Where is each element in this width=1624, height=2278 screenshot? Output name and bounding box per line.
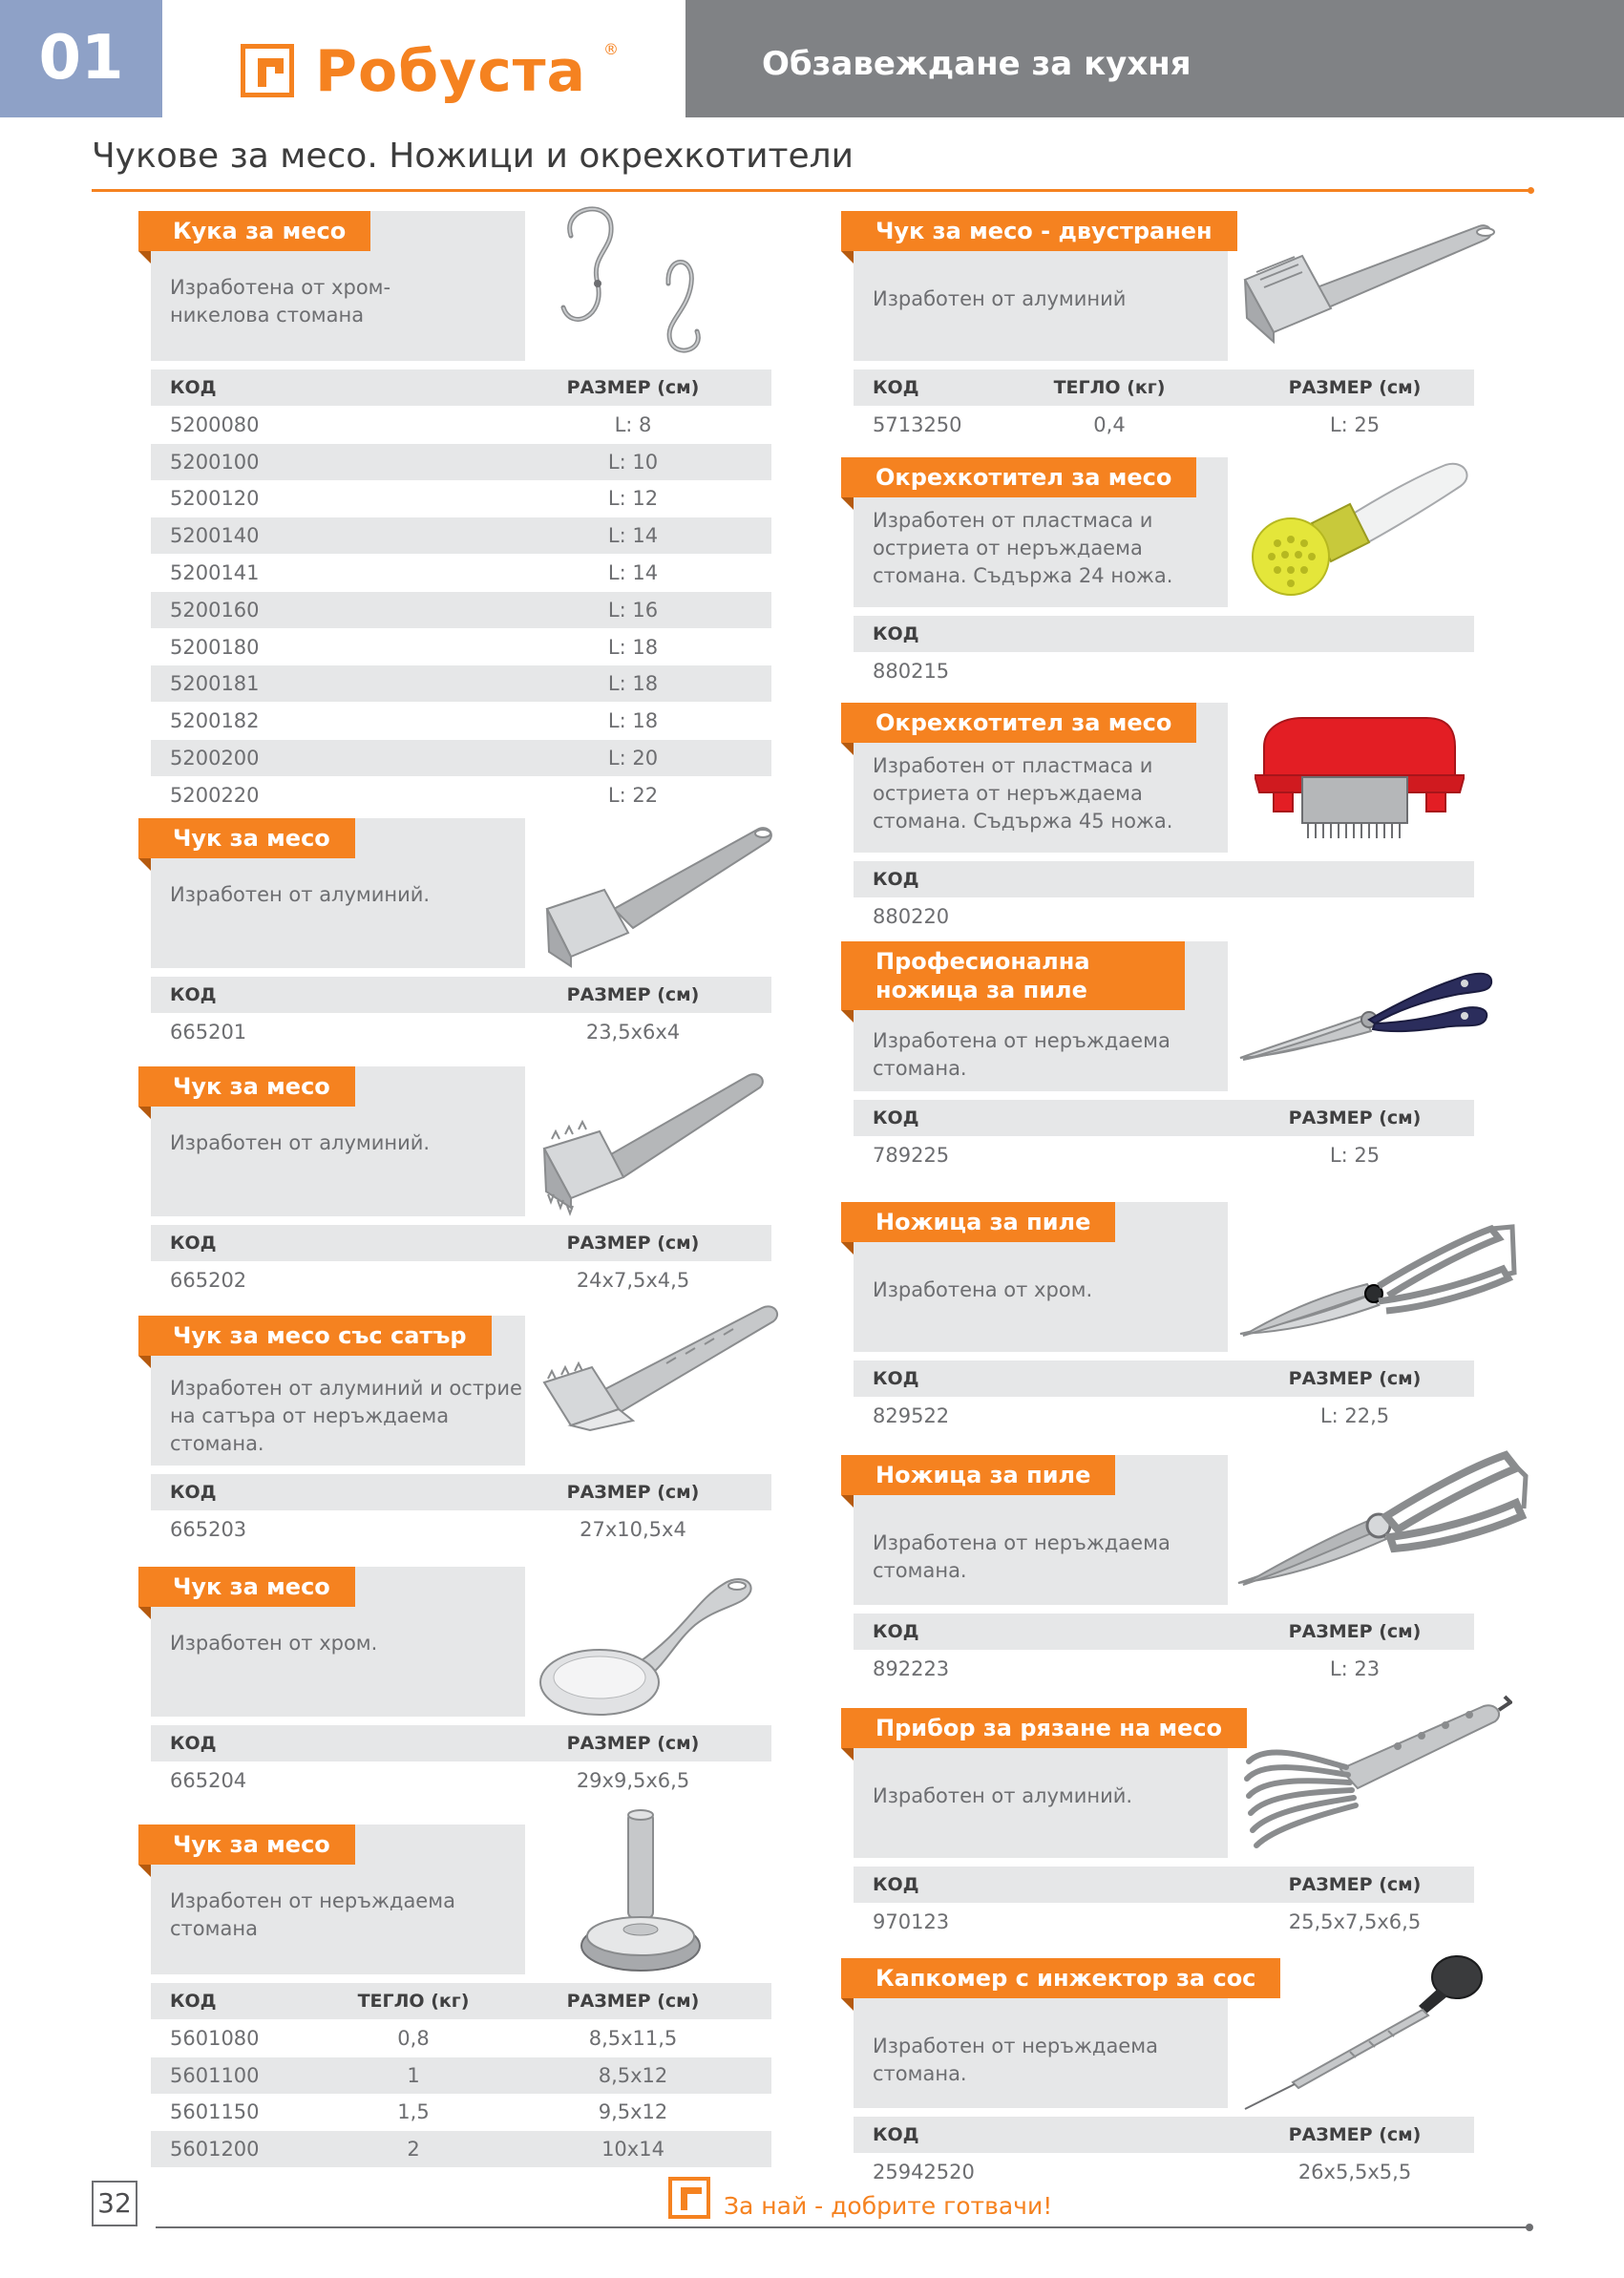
product-title: Капкомер с инжектор за сос [841,1958,1280,1998]
col-size-header: РАЗМЕР (см) [1288,1107,1422,1128]
cell-code: 5601100 [170,2063,260,2087]
product-description: Изработена от неръждаема стомана. [873,1029,1171,1080]
brand-mark-icon [241,44,294,97]
product-title: Окрехкотител за месо [841,703,1196,743]
table-header-row [854,861,1474,897]
col-code-header: КОД [170,1991,217,2012]
table-row [151,1511,771,1548]
col-code-header: КОД [170,984,217,1005]
cell-size: L: 16 [607,598,659,622]
product-description: Изработен от алуминий. [170,1131,431,1154]
table-header-row [151,1225,771,1261]
col-weight-header: ТЕГЛО (кг) [1053,377,1166,398]
product-description: Изработен от алуминий и острие на сатъра от неръждаема стомана. [170,1377,522,1455]
cell-code: 5200220 [170,783,260,807]
col-size-header: РАЗМЕР (см) [566,1733,700,1754]
table-row [151,444,771,480]
cell-code: 880220 [873,904,950,928]
table-row [151,480,771,517]
product-info-panel [151,818,525,968]
cell-code: 789225 [873,1143,950,1167]
product-description: Изработен от алуминий. [873,1784,1133,1807]
table-row [854,1398,1474,1434]
table-header-row [151,369,771,406]
product-title: Чук за месо със сатър [138,1316,492,1356]
table-header-row [854,369,1474,406]
table-row [151,2094,771,2130]
table-header-row [151,1474,771,1510]
product-info-panel [854,1708,1228,1858]
cell-size: 25,5x7,5x6,5 [1288,1909,1422,1933]
cell-weight: 0,8 [397,2026,430,2050]
blade-tenderizer-icon [1255,708,1465,852]
product-card [854,703,1474,937]
table-row [854,653,1474,689]
header-band [685,0,1624,117]
cell-size: 8,5x12 [598,2063,668,2087]
col-code-header: КОД [873,1621,919,1642]
product-info-panel [151,1316,525,1466]
cell-code: 665204 [170,1768,247,1792]
cell-size: 29x9,5x6,5 [576,1768,690,1792]
mallet-cleaver-icon [533,1287,791,1459]
product-description: Изработен от неръждаема стомана [170,1889,455,1940]
table-row [151,1014,771,1050]
col-size-header: РАЗМЕР (см) [566,984,700,1005]
meat-tenderizer-icon [1245,452,1474,614]
product-info-panel [151,1825,525,1974]
table-header-row [151,1725,771,1761]
table-row [151,2057,771,2094]
col-code-header: КОД [873,1874,919,1895]
table-row [854,407,1474,443]
product-title: Чук за месо - двустранен [841,211,1237,251]
table-row [854,1137,1474,1173]
table-header-row [854,2117,1474,2153]
product-info-panel [151,1567,525,1717]
product-info-panel [854,1202,1228,1352]
product-card [151,818,771,1057]
title-divider [92,189,1533,192]
cell-code: 5200120 [170,487,260,511]
table-header-row [854,616,1474,652]
title-divider-dot [1528,187,1534,194]
meat-slicer-icon [1235,1693,1512,1855]
table-row [151,2020,771,2057]
product-info-panel [854,703,1228,853]
registered-mark-icon: ® [603,40,619,58]
cell-size: L: 18 [607,709,659,733]
table-row [151,740,771,776]
product-description: Изработена от неръждаема стомана. [873,1531,1171,1582]
cell-code: 5601080 [170,2026,260,2050]
cell-weight: 2 [407,2138,420,2162]
product-card [854,211,1474,445]
col-code-header: КОД [873,1107,919,1128]
product-title: Чук за месо [138,818,355,858]
cell-size: 26x5,5x5,5 [1297,2160,1412,2183]
product-info-panel [151,211,525,361]
double-mallet-icon [1235,213,1503,356]
col-code-header: КОД [873,377,919,398]
cell-code: 5200080 [170,412,260,436]
product-description: Изработена от хром. [873,1278,1093,1301]
product-description: Изработен от алуминий [873,287,1127,310]
table-row [151,407,771,443]
col-size-header: РАЗМЕР (см) [1288,2124,1422,2145]
table-row [151,665,771,702]
meat-mallet-icon [538,809,786,971]
table-row [151,592,771,628]
cell-size: L: 14 [607,561,659,584]
product-title: Чук за месо [138,1066,355,1107]
cell-code: 5200181 [170,672,260,696]
product-title: Прибор за рязане на месо [841,1708,1247,1748]
product-description: Изработен от алуминий. [170,883,431,906]
table-row [151,1762,771,1799]
product-title: Ножица за пиле [841,1202,1115,1242]
poultry-shears-icon [1235,1219,1522,1343]
cell-size: L: 8 [614,412,652,436]
table-row [151,555,771,591]
cell-code: 25942520 [873,2160,975,2183]
table-row [854,2154,1474,2190]
cell-size: L: 25 [1329,1143,1381,1167]
cell-size: L: 18 [607,635,659,659]
cell-code: 5200140 [170,524,260,548]
cell-code: 880215 [873,659,950,683]
category-title: Обзавеждане за кухня [762,45,1192,83]
col-size-header: РАЗМЕР (см) [566,1482,700,1503]
product-info-panel [151,1066,525,1216]
product-title: Кука за месо [138,211,370,251]
section-number: 01 [0,0,162,117]
product-card [151,211,771,827]
table-header-row [854,1614,1474,1650]
cell-size: L: 25 [1329,412,1381,436]
table-header-row [854,1360,1474,1397]
col-code-header: КОД [170,377,217,398]
product-info-panel [854,1958,1256,2108]
cell-size: L: 23 [1329,1656,1381,1680]
table-row [151,629,771,665]
cell-size: L: 10 [607,450,659,474]
product-info-panel [854,211,1228,361]
product-title: Окрехкотител за месо [841,457,1196,497]
cell-size: 9,5x12 [598,2100,668,2124]
col-weight-header: ТЕГЛО (кг) [357,1991,470,2012]
col-size-header: РАЗМЕР (см) [1288,1621,1422,1642]
meat-press-icon [571,1807,714,1979]
product-card [151,1066,771,1305]
cell-size: L: 22 [607,783,659,807]
table-row [854,898,1474,935]
col-size-header: РАЗМЕР (см) [566,1991,700,2012]
table-header-row [151,1983,771,2019]
cell-size: 8,5x11,5 [588,2026,678,2050]
cell-weight: 1 [407,2063,420,2087]
product-title: Чук за месо [138,1825,355,1865]
cell-code: 970123 [873,1909,950,1933]
meat-hook-icon [552,198,743,360]
brand-name: Робуста [315,38,587,105]
cell-size: 10x14 [601,2138,664,2162]
col-code-header: КОД [873,869,919,890]
product-description: Изработен от пластмаса и остриета от неръждаема стомана. Съдържа 24 ножа. [873,509,1173,587]
product-info-panel [854,1455,1228,1605]
col-code-header: КОД [873,2124,919,2145]
col-size-header: РАЗМЕР (см) [566,377,700,398]
product-card [854,1202,1474,1436]
page-title: Чукове за месо. Ножици и окрехкотители [92,137,854,176]
cell-size: 23,5x6x4 [585,1020,681,1044]
product-title: Ножица за пиле [841,1455,1115,1495]
footer-divider [156,2226,1530,2228]
table-header-row [854,1867,1474,1903]
col-code-header: КОД [170,1733,217,1754]
cell-size: L: 20 [607,747,659,770]
cell-code: 5200200 [170,747,260,770]
cell-weight: 1,5 [397,2100,430,2124]
product-card [151,1316,771,1554]
cell-weight: 0,4 [1093,412,1126,436]
cell-size: L: 22,5 [1319,1403,1390,1427]
table-row [151,517,771,554]
cell-code: 5713250 [873,412,962,436]
product-card [854,1708,1474,1942]
table-header-row [854,1100,1474,1136]
cell-code: 5200100 [170,450,260,474]
product-card [151,1567,771,1805]
product-card [854,457,1474,691]
footer-slogan: За най - добрите готвачи! [724,2192,1053,2220]
meat-pounder-icon [533,1553,771,1725]
table-row [854,1651,1474,1687]
cell-code: 665203 [170,1517,247,1541]
cell-code: 665202 [170,1268,247,1292]
baster-injector-icon [1235,1939,1493,2111]
cell-code: 829522 [873,1403,950,1427]
product-description: Изработена от хром-никелова стомана [170,276,391,327]
cell-code: 5200141 [170,561,260,584]
footer-divider-dot [1526,2224,1533,2231]
product-description: Изработен от хром. [170,1632,378,1655]
cell-code: 5200160 [170,598,260,622]
cell-code: 5601200 [170,2138,260,2162]
product-card [854,1455,1474,1689]
cell-code: 5200182 [170,709,260,733]
meat-mallet-icon [533,1053,781,1225]
poultry-shears-icon [1234,1449,1529,1602]
cell-size: L: 12 [607,487,659,511]
cell-size: 24x7,5x4,5 [576,1268,690,1292]
product-card [151,1825,771,2172]
table-row [151,703,771,739]
cell-size: L: 18 [607,672,659,696]
col-code-header: КОД [873,1368,919,1389]
col-size-header: РАЗМЕР (см) [1288,1874,1422,1895]
cell-code: 665201 [170,1020,247,1044]
col-size-header: РАЗМЕР (см) [1288,1368,1422,1389]
cell-code: 892223 [873,1656,950,1680]
table-row [854,1904,1474,1940]
col-size-header: РАЗМЕР (см) [1288,377,1422,398]
product-card [854,1958,1474,2192]
col-code-header: КОД [873,623,919,644]
poultry-shears-icon [1235,951,1503,1075]
cell-code: 5200180 [170,635,260,659]
table-header-row [151,977,771,1013]
product-description: Изработен от неръждаема стомана. [873,2035,1158,2085]
col-code-header: КОД [170,1233,217,1254]
product-info-panel [854,941,1228,1091]
cell-size: 27x10,5x4 [580,1517,686,1541]
table-row [151,2131,771,2167]
product-description: Изработен от пластмаса и остриета от неръждаема стомана. Съдържа 45 ножа. [873,754,1173,833]
page-number: 32 [92,2181,137,2226]
product-info-panel [854,457,1228,607]
cell-code: 5601150 [170,2100,260,2124]
product-title: Чук за месо [138,1567,355,1607]
brand-logo [162,0,685,117]
cell-size: L: 14 [607,524,659,548]
product-card [854,941,1474,1175]
col-code-header: КОД [170,1482,217,1503]
brand-mark-icon [668,2177,710,2219]
product-title: Професионална ножица за пиле [841,941,1185,1010]
col-size-header: РАЗМЕР (см) [566,1233,700,1254]
